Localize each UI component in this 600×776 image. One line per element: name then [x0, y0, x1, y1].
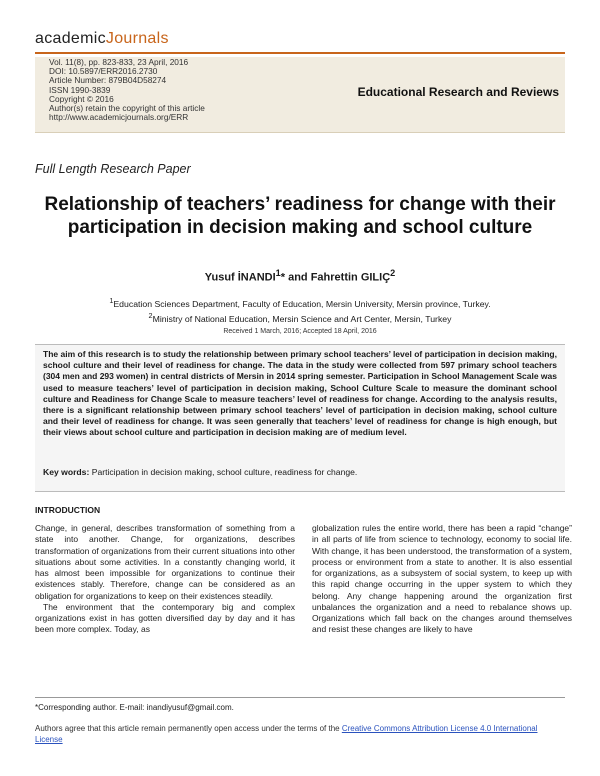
affiliation-2: [0, 310, 600, 325]
license-text: Authors agree that this article remain permanently open access under the terms of the: [35, 724, 342, 733]
paragraph: The environment that the contemporary big and complex organizations exist in has gotten diversified day by day and it has been more complex. Today, as: [35, 601, 295, 635]
keywords-list: Participation in decision making, school culture, readiness for change.: [89, 467, 358, 477]
meta-volume: Vol. 11(8), pp. 823-833, 23 April, 2016: [49, 57, 189, 67]
affiliations: [0, 295, 600, 325]
received-dates: Received 1 March, 2016; Accepted 18 April, 2016: [223, 328, 377, 335]
column-left: [35, 523, 295, 636]
abstract-text: The aim of this research is to study the relationship between primary school teachers’ level of participation in decision making, school culture and their level of readiness for change. The data in the study were collected from 597 primary school teachers (304 men and 293 women) in central districts of Mersin in 2014 spring semester. Participation in School Management Scale was used to measure teachers’ level of participation in decision making, School Culture Scale to measure the dominant school culture and Readiness for Change Scale to measure teachers’ level of readiness for change. According to the analysis results, there is a significant relationship between primary school teachers’ level of participation in decision making, school culture and their level of readiness for change. It was seen generally that teachers’ level of readiness for change is high enough, but their views about school culture and participation in decision making are of medium level.: [43, 349, 557, 438]
meta-issn: ISSN 1990-3839: [49, 84, 111, 95]
footer-rule: [35, 697, 565, 698]
paragraph: Change, in general, describes transformation of something from a state into another. Change, for organizations, describes transformation of organizations from their current situations into other situations about some activities. In a constantly changing world, it has almost been impossible for organizations to continue their existences stably. Therefore, change can be considered as an obligation for organizations to keep on their existences steadily.: [35, 523, 295, 601]
meta-rights: Author(s) retain the copyright of this article: [49, 103, 205, 114]
keywords-label: Key words:: [43, 467, 90, 477]
meta-doi: DOI: 10.5897/ERR2016.2730: [49, 66, 158, 77]
author-and: and: [285, 271, 311, 284]
journal-name: Educational Research and Reviews: [357, 85, 559, 99]
article-meta: [49, 58, 205, 122]
logo-academic: academic: [35, 30, 106, 47]
affiliation-1-sup: 1: [109, 296, 114, 305]
paper-type: Full Length Research Paper: [35, 162, 191, 176]
author-2-sup: 2: [390, 268, 396, 278]
meta-article-number: Article Number: 879B04D58274: [49, 75, 167, 86]
paper-title: Relationship of teachers’ readiness for change with their participation in decision making and school culture: [44, 194, 556, 238]
affiliation-1: [0, 295, 600, 310]
affiliation-2-sup: 2: [148, 310, 153, 320]
author-1-sup: 1: [275, 268, 281, 278]
affiliation-1-text: Education Sciences Department, Faculty of Education, Mersin University, Mersin province, Turkey.: [113, 298, 491, 309]
author-list: [0, 268, 600, 284]
license-link[interactable]: Creative Commons Attribution License 4.0 International License: [35, 724, 538, 744]
abstract-box: [35, 344, 565, 492]
corresponding-mark: *: [280, 271, 286, 284]
affiliation-2-text: Ministry of National Education, Mersin Science and Art Center, Mersin, Turkey: [152, 313, 452, 324]
publisher-logo: [35, 30, 169, 48]
meta-copyright: Copyright © 2016: [49, 93, 114, 104]
author-1: Yusuf İNANDI: [204, 271, 276, 284]
article-meta-box: [35, 57, 565, 133]
corresponding-author-note: *Corresponding author. E-mail: inandiyusuf@gmail.com.: [35, 703, 234, 712]
author-2: Fahrettin GILIÇ: [310, 271, 391, 284]
paragraph: globalization rules the entire world, there has been a rapid “change” in all parts of life from science to technology, economy to social life. With change, it has been understood, the transformation of a system, process or environment from a state to another. It is also essential for organizations, as a subsystem of social system, to keep up with this rapid change occurring in the upper system to which they belong. Any change happening around the organization first unbalances the organization and a need to rebalance shows up. Organizations which fall back on the changes around themselves and resist these changes are likely to have: [312, 523, 572, 635]
column-right: [312, 523, 572, 636]
header-rule: [35, 52, 565, 54]
license-note: [35, 724, 565, 745]
section-heading-introduction: INTRODUCTION: [35, 505, 101, 515]
keywords: [43, 467, 357, 477]
logo-journals: Journals: [105, 30, 169, 47]
meta-url[interactable]: http://www.academicjournals.org/ERR: [49, 112, 189, 123]
